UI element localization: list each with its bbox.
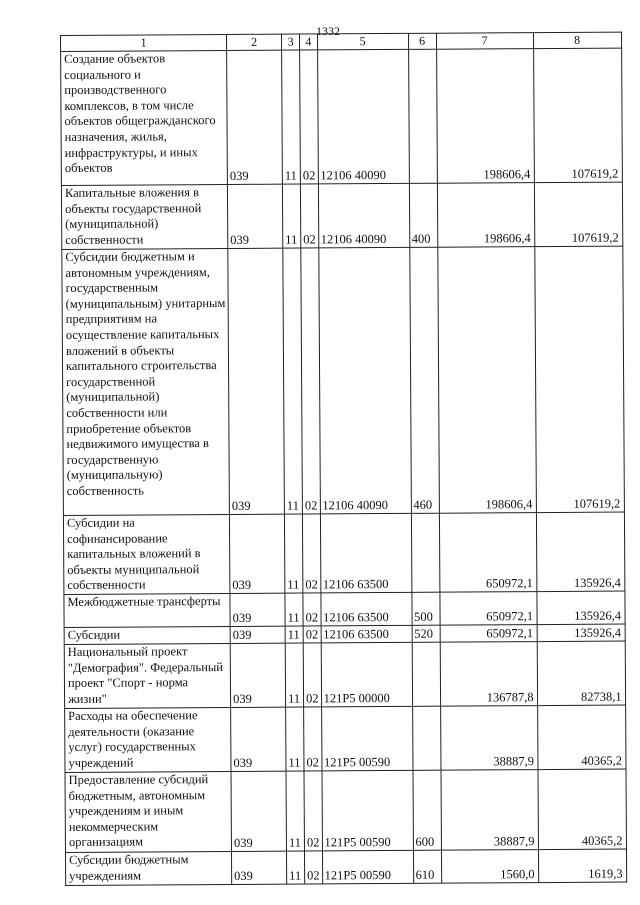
amount-col7: 198606,4	[437, 247, 536, 514]
subsection-code: 02	[304, 771, 322, 851]
subsection-code: 02	[304, 851, 322, 884]
admin-code: 039	[227, 50, 283, 184]
target-code: 12106 63500	[320, 592, 411, 626]
expense-name: Субсидии на софинансирование капитальных вложений в объекты муниципальной собственности	[63, 514, 229, 594]
section-code: 11	[284, 514, 302, 593]
amount-col7: 650972,1	[439, 592, 536, 626]
column-number: 3	[281, 34, 299, 50]
expense-type-code	[412, 706, 440, 770]
amount-col8: 135926,4	[536, 591, 624, 625]
admin-code: 039	[227, 184, 282, 248]
amount-col8: 135926,4	[537, 624, 625, 642]
target-code: 121P5 00590	[322, 770, 413, 851]
target-code: 12106 63500	[321, 625, 412, 643]
amount-col7: 38887,9	[440, 770, 537, 851]
target-code: 12106 63500	[320, 513, 411, 593]
admin-code: 039	[228, 248, 285, 514]
target-code: 121P5 00590	[321, 706, 412, 771]
target-code: 121P5 00000	[321, 642, 412, 707]
expense-type-code	[408, 49, 437, 183]
table-row	[64, 641, 625, 708]
expense-type-code	[411, 513, 439, 592]
expense-type-code: 400	[409, 183, 437, 247]
amount-col8: 107619,2	[533, 48, 622, 183]
column-number: 6	[408, 33, 436, 49]
table-row	[63, 512, 624, 594]
amount-col8: 1619,3	[538, 849, 626, 883]
expense-name: Национальный проект "Демография". Федеральный проект "Спорт - норма жизни"	[64, 643, 230, 708]
expense-type-code: 500	[411, 592, 439, 625]
table-row	[61, 48, 622, 185]
expense-name: Создание объектов социального и производственного комплексов, в том числе объектов общегражданского назначения, жилья, инфраструктуры, и иных объектов	[61, 50, 228, 185]
amount-col8: 107619,2	[534, 182, 622, 247]
expense-name: Субсидии бюджетным и автономным учреждениям, государственным (муниципальным) унитарным предприятиям на осуществление капитальных вложений в объекты капитального строительства государственной (муниципальной) собственности или приобретение объектов недвижимого имущества в государственную (муниципальную) собственность	[62, 248, 230, 515]
amount-col7: 650972,1	[440, 625, 537, 643]
column-number: 2	[226, 34, 281, 50]
expense-type-code	[412, 642, 440, 706]
subsection-code: 02	[303, 643, 321, 707]
table-row	[65, 849, 626, 885]
target-code: 12106 40090	[317, 49, 409, 184]
admin-code: 039	[230, 593, 285, 626]
amount-col7: 38887,9	[440, 706, 537, 771]
expense-name: Капитальные вложения в объекты государственной (муниципальной) собственности	[61, 184, 227, 249]
target-code: 12106 40090	[318, 183, 409, 248]
amount-col8: 135926,4	[536, 512, 624, 592]
subsection-code: 02	[304, 707, 322, 771]
subsection-code: 02	[303, 626, 321, 643]
section-code: 11	[283, 248, 303, 514]
section-code: 11	[285, 643, 303, 707]
subsection-code: 02	[302, 514, 320, 593]
expense-type-code: 520	[412, 625, 440, 642]
amount-col7: 198606,4	[436, 49, 534, 184]
admin-code: 039	[230, 643, 285, 707]
column-number: 7	[436, 33, 533, 50]
section-code: 11	[285, 593, 303, 626]
section-code: 11	[282, 184, 300, 248]
amount-col8: 40365,2	[537, 705, 625, 770]
amount-col8: 40365,2	[537, 769, 625, 850]
section-code: 11	[285, 626, 303, 643]
amount-col7: 136787,8	[440, 642, 537, 707]
admin-code: 039	[231, 771, 286, 851]
expense-type-code: 600	[412, 770, 440, 850]
subsection-code: 02	[300, 50, 318, 184]
expense-type-code: 610	[413, 850, 441, 883]
subsection-code: 02	[303, 593, 321, 626]
subsection-code: 02	[301, 248, 320, 514]
section-code: 11	[286, 707, 304, 771]
table-row	[62, 246, 624, 515]
amount-col8: 82738,1	[537, 641, 625, 706]
admin-code: 039	[231, 851, 286, 884]
admin-code: 039	[231, 707, 286, 771]
expense-name: Предоставление субсидий бюджетным, автономным учреждениям и иным некоммерческим организациям	[65, 771, 231, 852]
column-number: 8	[533, 32, 621, 49]
expense-type-code: 460	[409, 247, 439, 513]
column-number: 1	[61, 34, 227, 51]
expense-name: Субсидии	[64, 626, 230, 644]
target-code: 12106 40090	[318, 247, 411, 514]
section-code: 11	[286, 851, 304, 884]
table-row	[65, 705, 626, 772]
amount-col8: 107619,2	[534, 246, 624, 513]
expense-name: Межбюджетные трансферты	[64, 593, 230, 627]
amount-col7: 1560,0	[441, 850, 538, 884]
table-row	[64, 591, 625, 627]
page-number: 1332	[316, 24, 340, 38]
column-number: 4	[299, 34, 317, 50]
subsection-code: 02	[300, 184, 318, 248]
expense-name: Расходы на обеспечение деятельности (оказание услуг) государственных учреждений	[65, 707, 231, 772]
table-row	[61, 182, 622, 249]
amount-col7: 198606,4	[437, 183, 534, 248]
expense-name: Субсидии бюджетным учреждениям	[65, 851, 231, 885]
section-code: 11	[282, 50, 301, 184]
admin-code: 039	[230, 626, 285, 643]
target-code: 121P5 00590	[322, 850, 413, 884]
section-code: 11	[286, 771, 304, 851]
admin-code: 039	[229, 514, 284, 593]
column-number: 5	[317, 33, 408, 50]
amount-col7: 650972,1	[439, 513, 536, 593]
table-row	[65, 769, 626, 852]
budget-table	[60, 32, 627, 886]
